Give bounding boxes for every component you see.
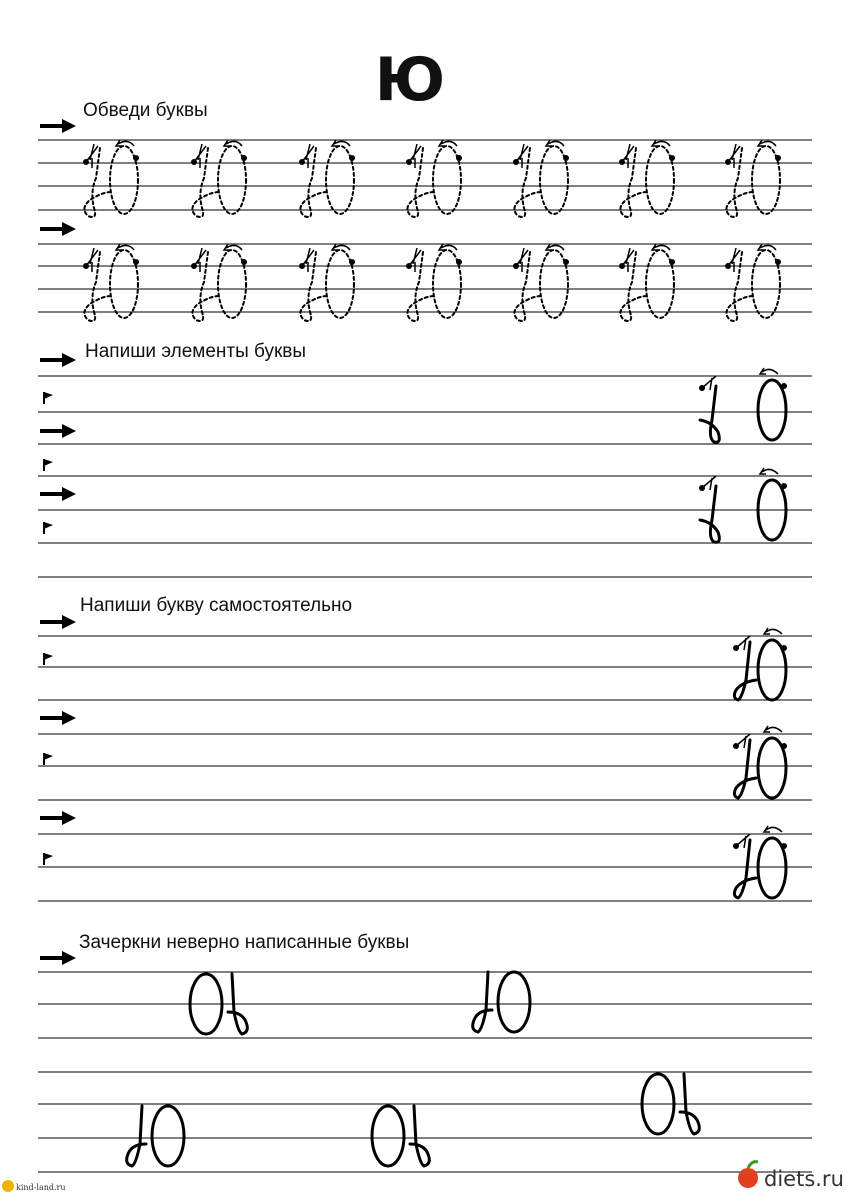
trace-letters	[83, 140, 781, 321]
right-arrow-icon	[40, 222, 76, 236]
section-label-elements: Напиши элементы буквы	[85, 341, 307, 362]
right-arrow-icon	[40, 424, 76, 438]
flag-icon	[44, 459, 53, 471]
section-label-trace: Обведи буквы	[83, 100, 208, 121]
element-samples	[699, 368, 787, 542]
right-arrow-icon	[40, 487, 76, 501]
write-samples	[733, 628, 787, 898]
cross-out-letters	[127, 972, 700, 1166]
flag-icon	[44, 522, 53, 534]
svg-text:diets.ru: diets.ru	[764, 1167, 844, 1191]
right-arrow-icon	[40, 119, 76, 133]
section-label-write: Напиши букву самостоятельно	[80, 595, 353, 616]
letter-correct	[473, 972, 530, 1032]
right-arrow-icon	[40, 811, 76, 825]
ruling-cross	[38, 972, 812, 1172]
flag-icon	[44, 392, 53, 404]
ruling-trace	[38, 140, 812, 312]
apple-logo-icon	[738, 1168, 758, 1188]
flag-icon	[44, 653, 53, 665]
right-arrow-icon	[40, 615, 76, 629]
ruling-elements	[38, 376, 812, 577]
right-arrow-icon	[40, 353, 76, 367]
right-arrow-icon	[40, 711, 76, 725]
watermark-left	[2, 1180, 66, 1192]
flag-icon	[44, 853, 53, 865]
letter-correct	[127, 1106, 184, 1166]
page-title: Ю	[374, 45, 446, 115]
flag-icon	[44, 753, 53, 765]
ruling-write	[38, 636, 812, 901]
svg-text:kind-land.ru: kind-land.ru	[16, 1183, 66, 1192]
letter-wrong	[372, 1106, 429, 1166]
right-arrow-icon	[40, 951, 76, 965]
section-label-cross: Зачеркни неверно написанные буквы	[79, 932, 410, 953]
watermark-right	[738, 1162, 844, 1191]
